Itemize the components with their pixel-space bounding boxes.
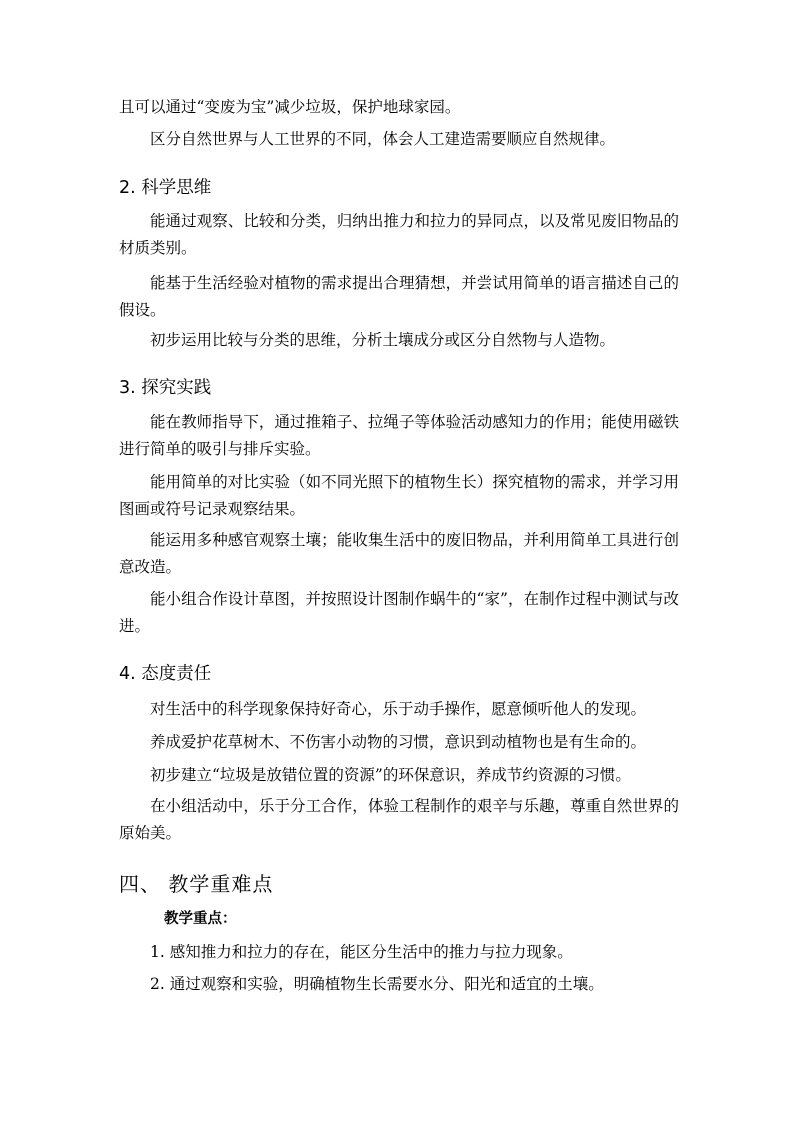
- paragraph-soil-recycling: 能运用多种感官观察土壤；能收集生活中的废旧物品，并利用简单工具进行创意改造。: [119, 531, 679, 576]
- section-heading-key-points: 四、 教学重难点: [119, 872, 274, 896]
- paragraph-observe-compare: 能通过观察、比较和分类，归纳出推力和拉力的异同点，以及常见废旧物品的材质类别。: [119, 212, 679, 257]
- paragraph-plant-hypothesis: 能基于生活经验对植物的需求提出合理猜想，并尝试用简单的语言描述自己的假设。: [119, 274, 679, 319]
- paragraph-natural-vs-artificial: 区分自然世界与人工世界的不同，体会人工建造需要顺应自然规律。: [150, 130, 616, 148]
- paragraph-environmental-awareness: 初步建立“垃圾是放错位置的资源”的环保意识，养成节约资源的习惯。: [150, 766, 631, 784]
- list-item: 1. 感知推力和拉力的存在，能区分生活中的推力与拉力现象。: [150, 943, 573, 961]
- paragraph-curiosity: 对生活中的科学现象保持好奇心，乐于动手操作，愿意倾听他人的发现。: [150, 700, 647, 718]
- heading-scientific-thinking: 2. 科学思维: [119, 178, 212, 198]
- paragraph-teamwork: 在小组活动中，乐于分工合作，体验工程制作的艰辛与乐趣，尊重自然世界的原始美。: [119, 797, 679, 842]
- paragraph-snail-home: 能小组合作设计草图，并按照设计图制作蜗牛的“家”，在制作过程中测试与改进。: [119, 590, 679, 635]
- paragraph-push-pull-magnet: 能在教师指导下，通过推箱子、拉绳子等体验活动感知力的作用；能使用磁铁进行简单的吸引与排斥实验。: [119, 413, 679, 458]
- heading-inquiry-practice: 3. 探究实践: [119, 378, 212, 398]
- heading-attitude-responsibility: 4. 态度责任: [119, 664, 212, 684]
- paragraph-continuation: 且可以通过“变废为宝”减少垃圾，保护地球家园。: [119, 98, 461, 116]
- label-teaching-focus: 教学重点：: [164, 910, 237, 927]
- paragraph-care-for-life: 养成爱护花草树木、不伤害小动物的习惯，意识到动植物也是有生命的。: [150, 733, 647, 751]
- list-item: 2. 通过观察和实验，明确植物生长需要水分、阳光和适宜的土壤。: [150, 975, 604, 993]
- paragraph-soil-classify: 初步运用比较与分类的思维，分析土壤成分或区分自然物与人造物。: [150, 331, 616, 349]
- paragraph-plant-experiment: 能用简单的对比实验（如不同光照下的植物生长）探究植物的需求，并学习用图画或符号记录观察结果。: [119, 473, 679, 518]
